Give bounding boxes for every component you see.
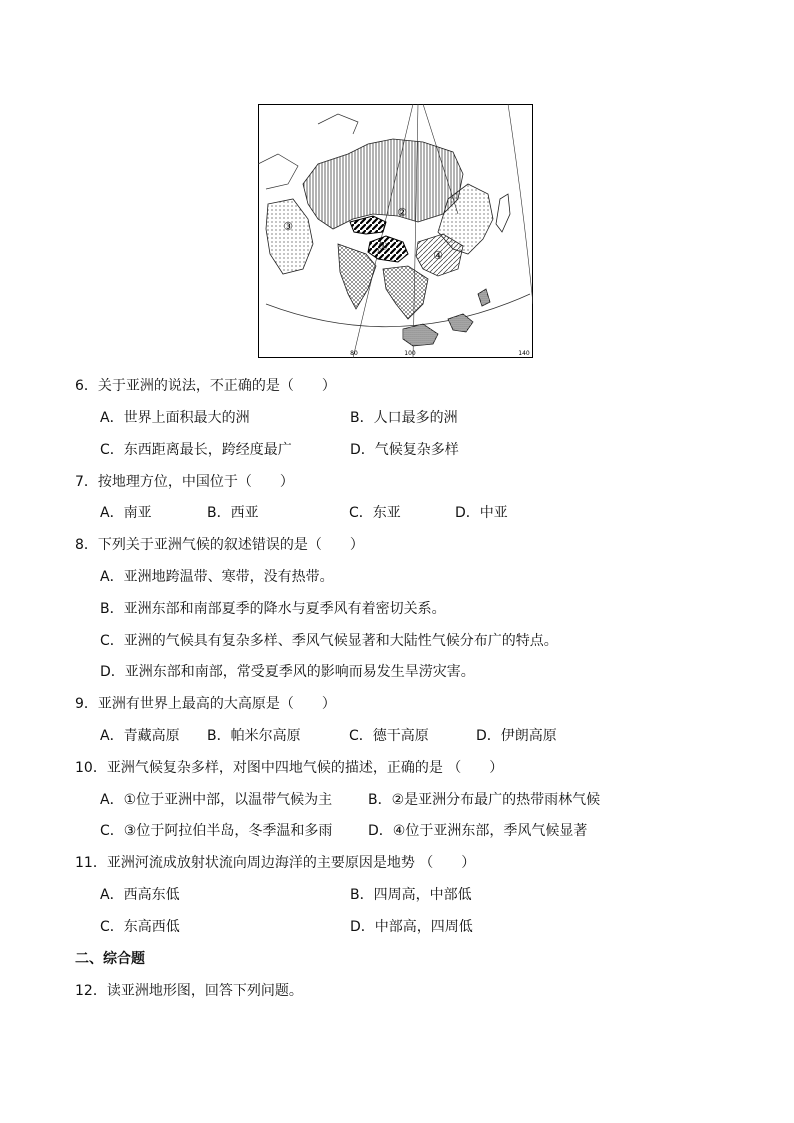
- question-8-stem: 8．下列关于亚洲气候的叙述错误的是（ ）: [75, 537, 364, 553]
- question-7-stem: 7．按地理方位，中国位于（ ）: [75, 474, 294, 490]
- question-8-option-a[interactable]: A．亚洲地跨温带、寒带，没有热带。: [100, 569, 334, 585]
- question-6-option-b[interactable]: B．人口最多的洲: [350, 410, 458, 426]
- map-label-4: ④: [433, 249, 443, 262]
- question-7-option-c[interactable]: C．东亚: [349, 505, 401, 521]
- question-9-option-b[interactable]: B．帕米尔高原: [207, 728, 301, 744]
- question-11-stem: 11．亚洲河流成放射状流向周边海洋的主要原因是地势 （ ）: [75, 855, 476, 871]
- map-svg: [258, 104, 533, 358]
- question-9-option-a[interactable]: A．青藏高原: [100, 728, 180, 744]
- question-11-option-d[interactable]: D．中部高，四周低: [350, 919, 473, 935]
- question-7-option-a[interactable]: A．南亚: [100, 505, 152, 521]
- map-label-1: ①: [378, 240, 388, 253]
- question-10-option-a[interactable]: A．①位于亚洲中部，以温带气候为主: [100, 792, 333, 808]
- question-8-option-c[interactable]: C．亚洲的气候具有复杂多样、季风气候显著和大陆性气候分布广的特点。: [100, 633, 558, 649]
- question-6-option-a[interactable]: A．世界上面积最大的洲: [100, 410, 250, 426]
- longitude-100: 100: [404, 350, 416, 357]
- question-7-option-b[interactable]: B．西亚: [207, 505, 259, 521]
- question-6-option-d[interactable]: D．气候复杂多样: [350, 442, 459, 458]
- longitude-140: 140: [518, 350, 530, 357]
- map-label-2: ②: [397, 206, 407, 219]
- question-12-stem: 12．读亚洲地形图，回答下列问题。: [75, 983, 303, 999]
- question-10-option-d[interactable]: D．④位于亚洲东部，季风气候显著: [368, 823, 588, 839]
- question-6-option-c[interactable]: C．东西距离最长，跨经度最广: [100, 442, 292, 458]
- question-6-stem: 6．关于亚洲的说法，不正确的是（ ）: [75, 378, 336, 394]
- map-label-3: ③: [283, 220, 293, 233]
- question-11-option-b[interactable]: B．四周高，中部低: [350, 887, 472, 903]
- question-10-option-b[interactable]: B．②是亚洲分布最广的热带雨林气候: [368, 792, 601, 808]
- question-7-option-d[interactable]: D．中亚: [455, 505, 508, 521]
- question-9-option-c[interactable]: C．德干高原: [349, 728, 429, 744]
- question-9-option-d[interactable]: D．伊朗高原: [476, 728, 557, 744]
- question-10-stem: 10．亚洲气候复杂多样，对图中四地气候的描述，正确的是 （ ）: [75, 760, 504, 776]
- question-8-option-b[interactable]: B．亚洲东部和南部夏季的降水与夏季风有着密切关系。: [100, 601, 446, 617]
- question-11-option-a[interactable]: A．西高东低: [100, 887, 180, 903]
- question-11-option-c[interactable]: C．东高西低: [100, 919, 180, 935]
- asia-climate-map: [258, 104, 533, 358]
- question-9-stem: 9．亚洲有世界上最高的大高原是（ ）: [75, 696, 336, 712]
- question-10-option-c[interactable]: C．③位于阿拉伯半岛，冬季温和多雨: [100, 823, 333, 839]
- longitude-80: 80: [350, 350, 358, 357]
- question-8-option-d[interactable]: D．亚洲东部和南部，常受夏季风的影响而易发生旱涝灾害。: [100, 664, 475, 680]
- section-2-title: 二、综合题: [75, 951, 145, 967]
